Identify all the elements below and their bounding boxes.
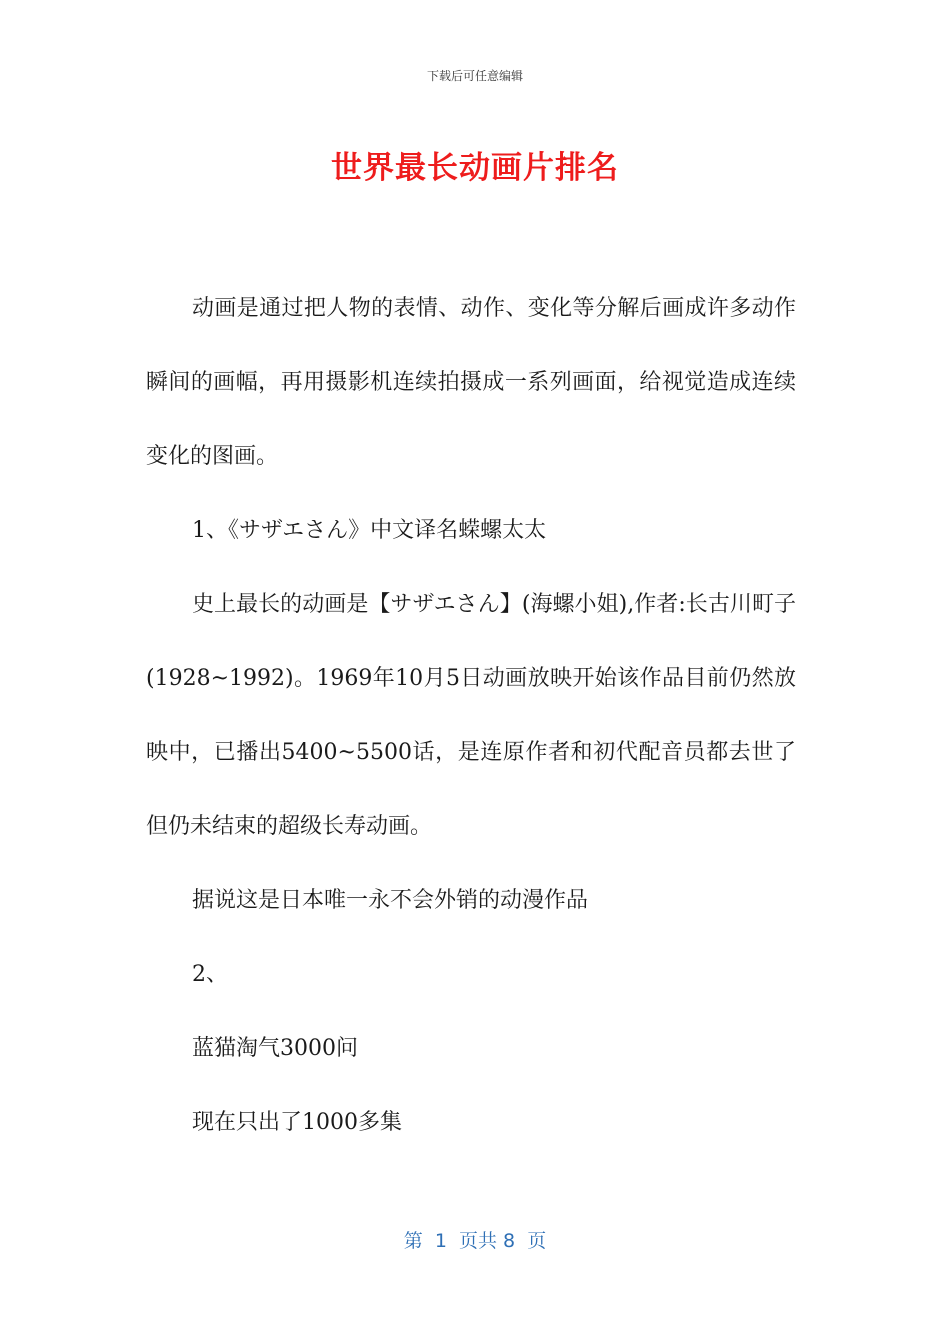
- document-body: [146, 272, 796, 1160]
- paragraph-intro: 动画是通过把人物的表情、动作、变化等分解后画成许多动作瞬间的画幅，再用摄影机连续拍摄成一系列画面，给视觉造成连续变化的图画。: [146, 296, 796, 469]
- paragraph-item-2-title: 蓝猫淘气3000问: [192, 1036, 358, 1061]
- paragraph-item-1-detail: 史上最长的动画是【サザエさん】(海螺小姐),作者:长古川町子(1928~1992)。1969年10月5日动画放映开始该作品目前仍然放映中，已播出5400~5500话，是连原作者和初代配音员都去世了但仍未结束的超级长寿动画。: [146, 592, 796, 839]
- paragraph-item-2-detail: 现在只出了1000多集: [192, 1110, 402, 1135]
- header-note: 下载后可任意编辑: [426, 69, 523, 83]
- paragraph-item-1-note: 据说这是日本唯一永不会外销的动漫作品: [192, 888, 589, 913]
- paragraph-item-2-heading: 2、: [192, 962, 228, 987]
- page-number: 第 1 页共 8 页: [403, 1230, 547, 1252]
- document-title: 世界最长动画片排名: [331, 150, 619, 186]
- paragraph-item-1-heading: 1、《サザエさん》中文译名蝾螺太太: [192, 518, 547, 543]
